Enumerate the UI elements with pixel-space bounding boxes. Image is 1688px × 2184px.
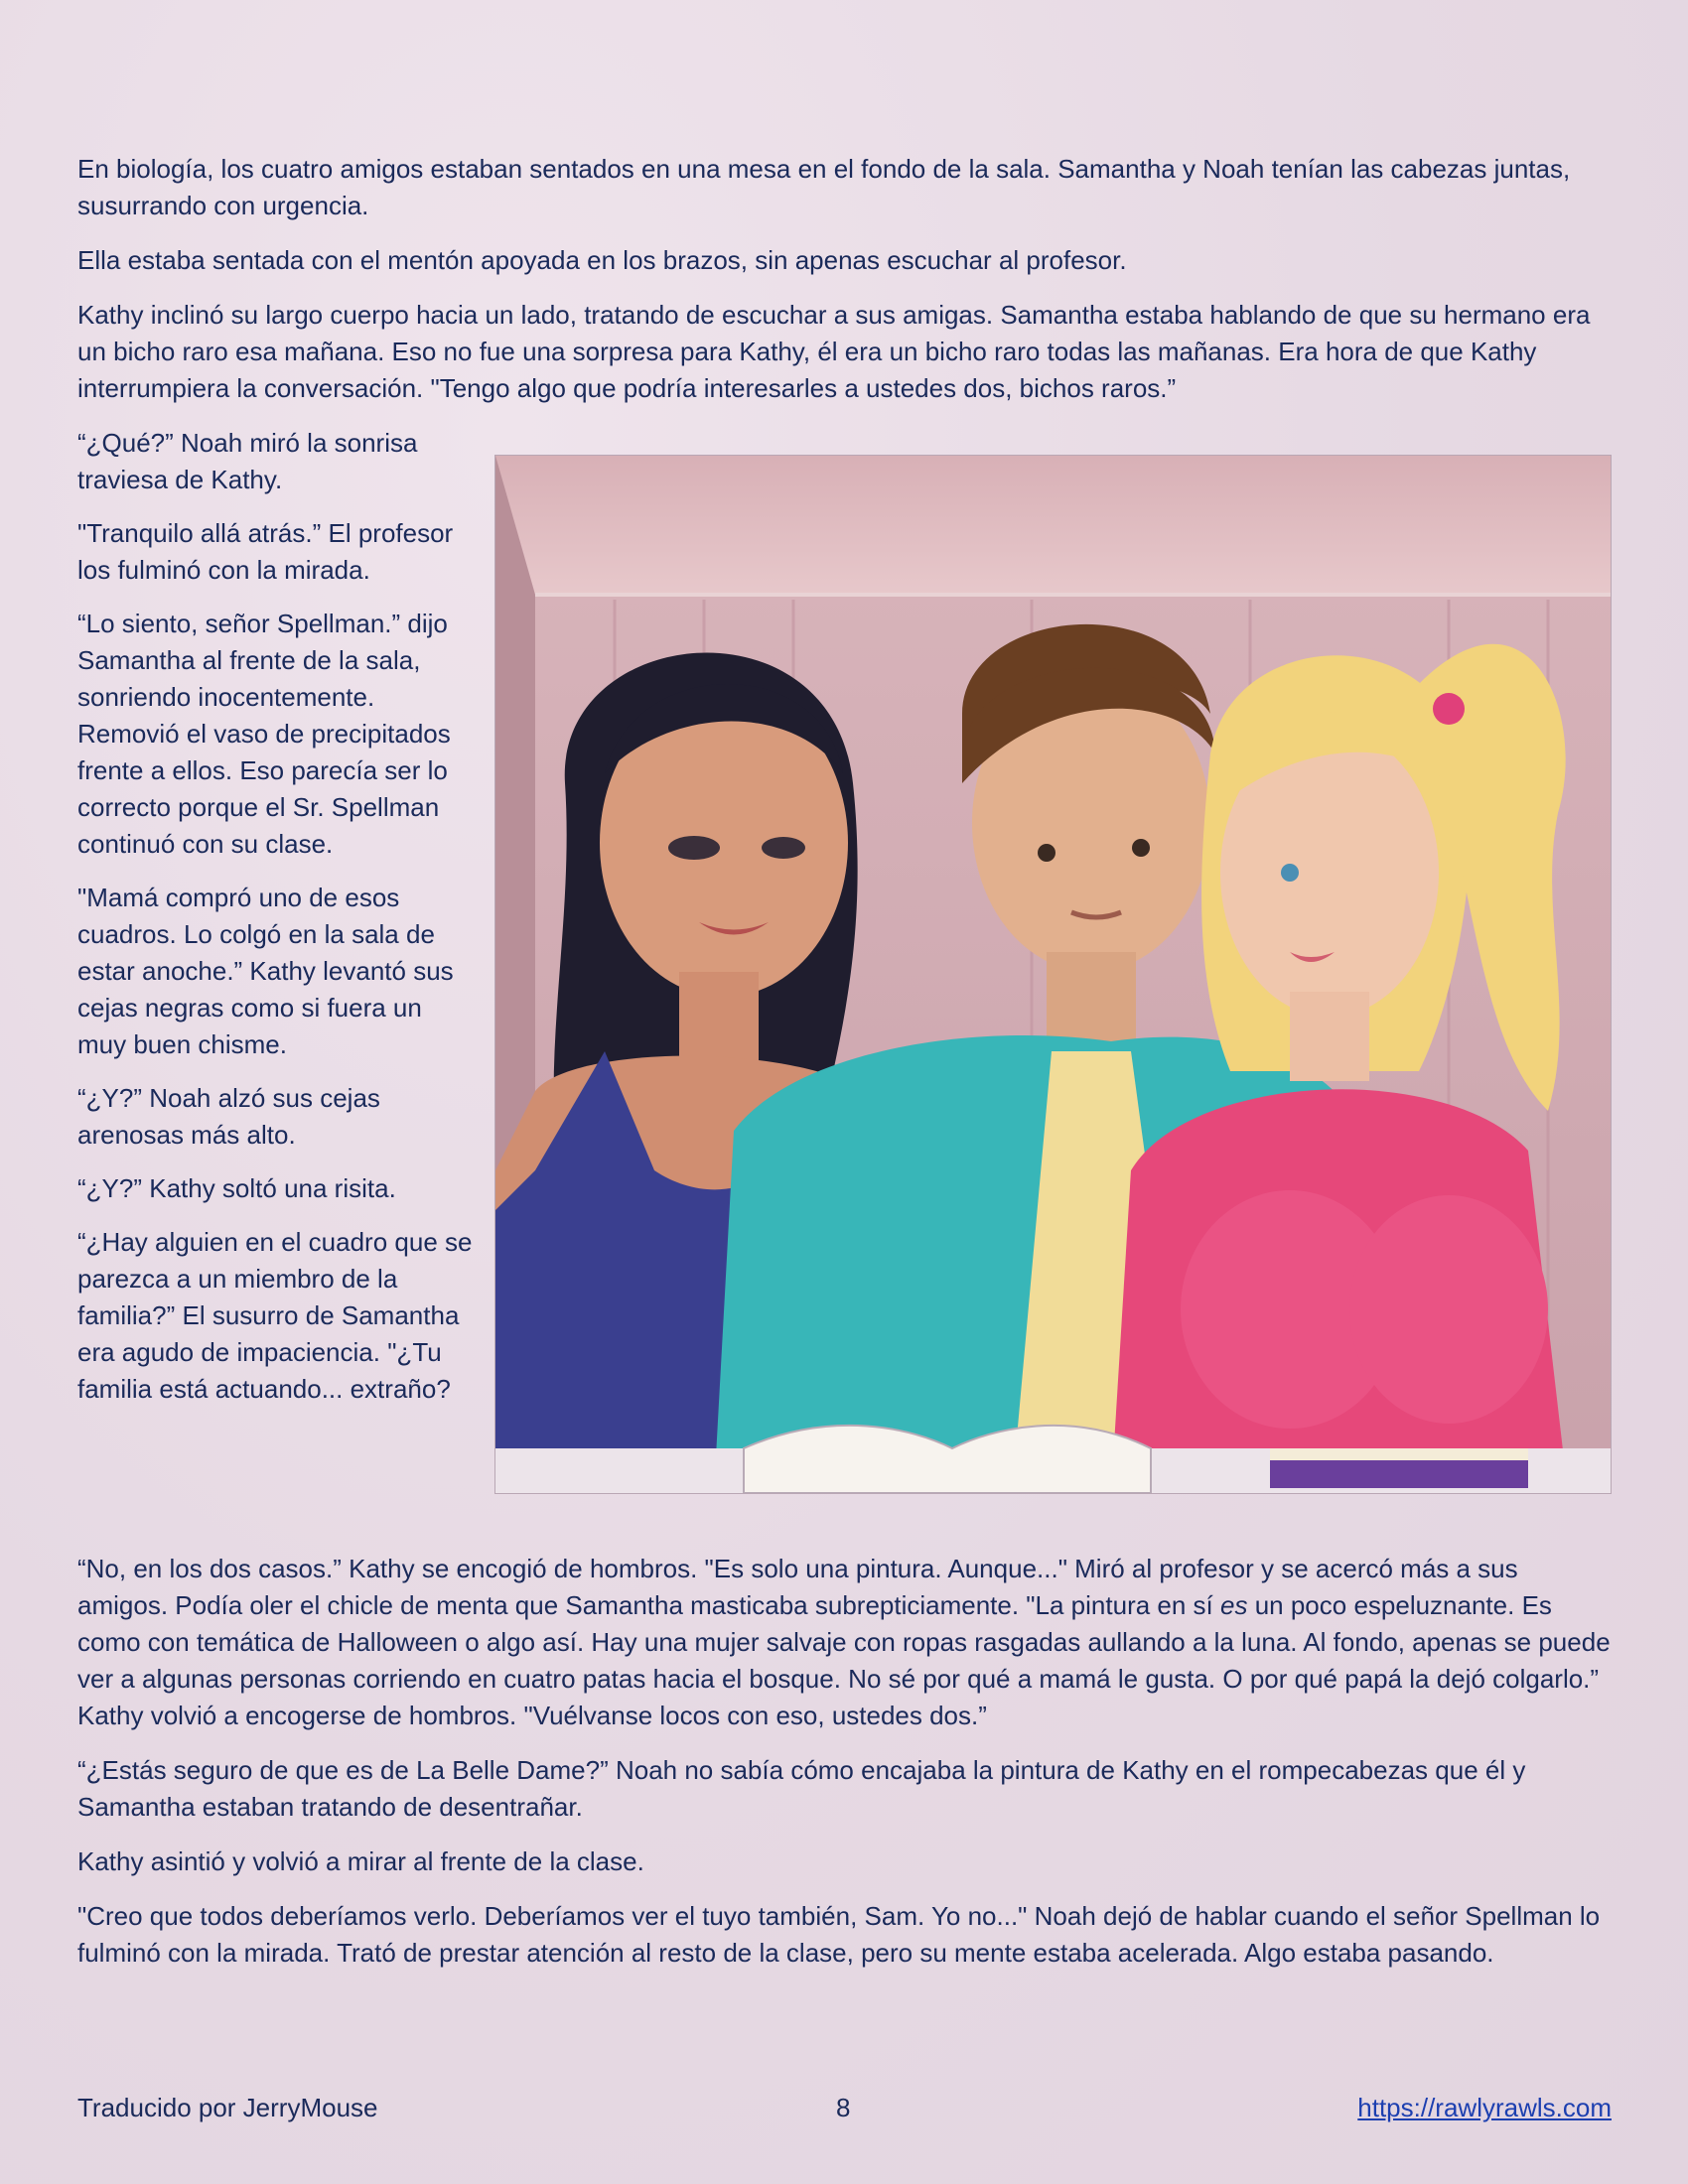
paragraph: "Mamá compró uno de esos cuadros. Lo colgó en la sala de estar anoche.” Kathy levantó sus cejas negras como si fuera un muy buen chisme. — [77, 883, 454, 1059]
paragraph: Kathy asintió y volvió a mirar al frente de la clase. — [77, 1846, 644, 1876]
paragraph: “¿Y?” Noah alzó sus cejas arenosas más alto. — [77, 1083, 380, 1150]
paragraph: “Lo siento, señor Spellman.” dijo Samantha al frente de la sala, sonriendo inocentemente. Removió el vaso de precipitados frente a ellos. Eso parecía ser lo correcto porque el Sr. Spellman continuó con su clase. — [77, 609, 451, 859]
document-body — [77, 151, 1612, 1989]
paragraph: “¿Estás seguro de que es de La Belle Dame?” Noah no sabía cómo encajaba la pintura de Kathy en el rompecabezas que él y Samantha estaban tratando de desentrañar. — [77, 1755, 1526, 1822]
illustration-image — [495, 456, 1611, 1493]
page-number: 8 — [836, 2093, 851, 2122]
paragraph: "Creo que todos deberíamos verlo. Deberíamos ver el tuyo también, Sam. Yo no..." Noah dejó de hablar cuando el señor Spellman lo fulminó con la mirada. Trató de prestar atención al resto de la clase, pero su mente estaba acelerada. Algo estaba pasando. — [77, 1901, 1601, 1968]
paragraph: En biología, los cuatro amigos estaban sentados en una mesa en el fondo de la sala. Samantha y Noah tenían las cabezas juntas, susurrando con urgencia. — [77, 154, 1571, 220]
text-with-illustration — [77, 425, 1612, 1535]
paragraph: “¿Hay alguien en el cuadro que se parezca a un miembro de la familia?” El susurro de Samantha era agudo de impaciencia. "¿Tu familia está actuando... extraño? — [77, 1227, 473, 1404]
paragraph: Ella estaba sentada con el mentón apoyada en los brazos, sin apenas escuchar al profesor. — [77, 245, 1127, 275]
emphasis-text: es — [1220, 1590, 1248, 1620]
translator-credit: Traducido por JerryMouse — [77, 2093, 378, 2122]
story-illustration — [494, 455, 1612, 1494]
side-text-column — [77, 425, 475, 1425]
paragraph: “No, en los dos casos.” Kathy se encogió de hombros. "Es solo una pintura. Aunque..." Miró al profesor y se acercó más a sus amigos. Podía oler el chicle de menta que Samantha masticaba subrepticiamente. "La pintura en sí es un poco espeluznante. Es como con temática de Halloween o algo así. Hay una mujer salvaje con ropas rasgadas aullando a la luna. Al fondo, apenas se puede ver a algunas personas corriendo en cuatro patas hacia el bosque. No sé por qué a mamá le gusta. O por qué papá la dejó colgarlo.” Kathy volvió a encogerse de hombros. "Vuélvanse locos con eso, ustedes dos.” — [77, 1554, 1611, 1730]
paragraph: “¿Y?” Kathy soltó una risita. — [77, 1173, 396, 1203]
website-link[interactable]: https://rawlyrawls.com — [1357, 2093, 1612, 2122]
paragraph: "Tranquilo allá atrás.” El profesor los fulminó con la mirada. — [77, 518, 454, 585]
paragraph: Kathy inclinó su largo cuerpo hacia un lado, tratando de escuchar a sus amigas. Samantha estaba hablando de que su hermano era un bicho raro esa mañana. Eso no fue una sorpresa para Kathy, él era un bicho raro todas las mañanas. Era hora de que Kathy interrumpiera la conversación. "Tengo algo que podría interesarles a ustedes dos, bichos raros.” — [77, 300, 1591, 403]
paragraph: “¿Qué?” Noah miró la sonrisa traviesa de Kathy. — [77, 428, 418, 494]
